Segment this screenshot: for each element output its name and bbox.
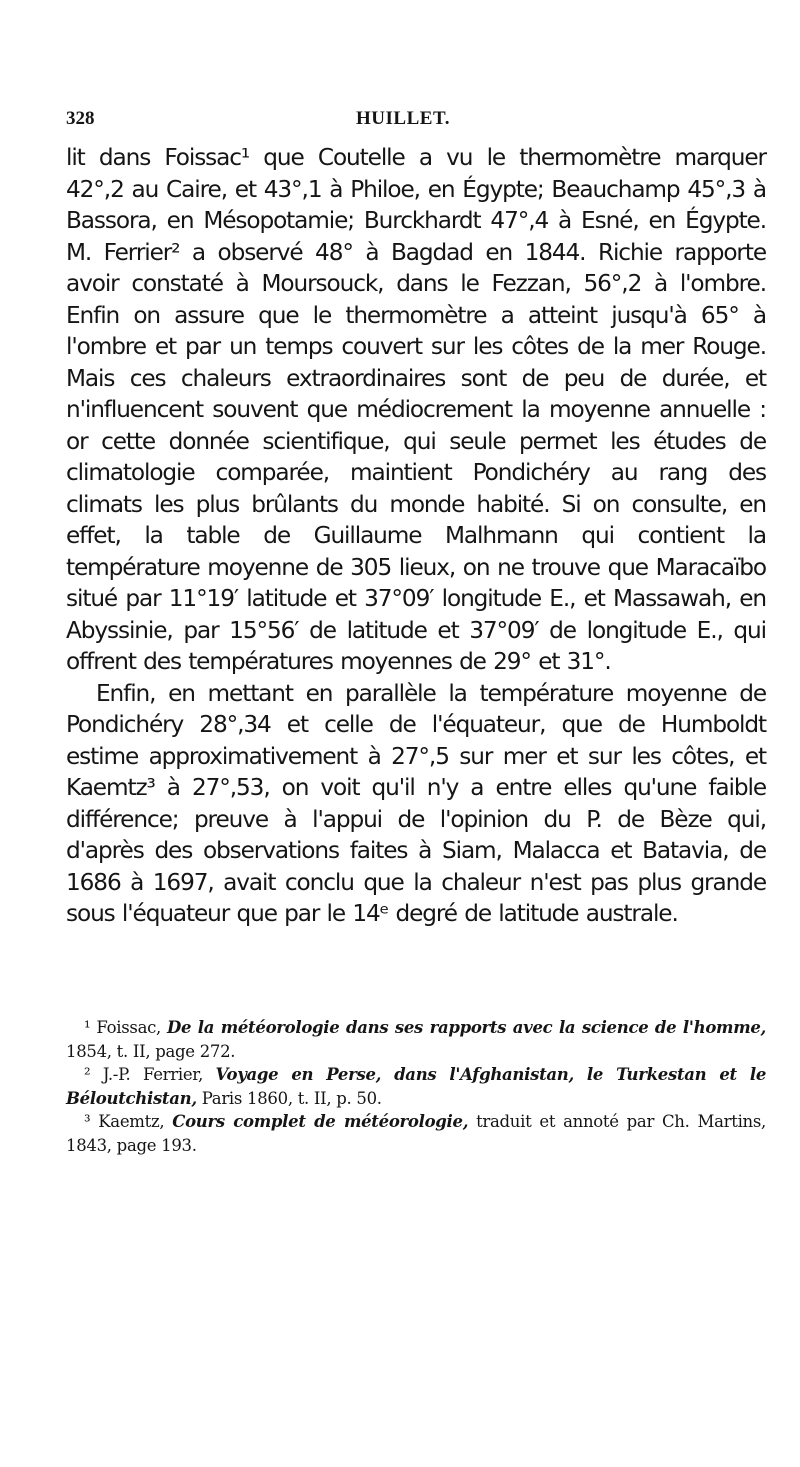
footnote-details: traduit et annoté par Ch. Martins, 1843, page 193.: [66, 1112, 766, 1155]
footnotes: [66, 1016, 766, 1157]
footnote-1: [66, 1016, 766, 1063]
page-number: 328: [66, 108, 95, 129]
footnote-3: [66, 1110, 766, 1157]
paragraph-2: Enfin, en mettant en parallèle la température moyenne de Pondichéry 28°,34 et celle de l'équateur, que de Humboldt estime approximativement à 27°,5 sur mer et sur les côtes, et Kaemtz³ à 27°,53, on voit qu'il n'y a entre elles qu'une faible différence; preuve à l'appui de l'opinion du P. de Bèze qui, d'après des observations faites à Siam, Malacca et Batavia, de 1686 à 1697, avait conclu que la chaleur n'est pas plus grande sous l'équateur que par le 14ᵉ degré de latitude australe.: [66, 679, 766, 927]
footnote-details: 1854, t. II, page 272.: [66, 1041, 236, 1061]
footnote-2: [66, 1063, 766, 1110]
footnote-title: De la météorologie dans ses rapports avec la science de l'homme,: [167, 1018, 766, 1037]
footnote-title: Voyage en Perse, dans l'Afghanistan, le Turkestan et le Béloutchistan,: [66, 1065, 767, 1108]
paragraph-1: lit dans Foissac¹ que Coutelle a vu le thermomètre marquer 42°,2 au Caire, et 43°,1 à Philoe, en Égypte; Beauchamp 45°,3 à Bassora, en Mésopotamie; Burckhardt 47°,4 à Esné, en Égypte. M. Ferrier² a observé 48° à Bagdad en 1844. Richie rapporte avoir constaté à Moursouck, dans le Fezzan, 56°,2 à l'ombre. Enfin on assure que le thermomètre a atteint jusqu'à 65° à l'ombre et par un temps couvert sur les côtes de la mer Rouge. Mais ces chaleurs extraordinaires sont de peu de durée, et n'influencent souvent que médiocrement la moyenne annuelle : or cette donnée scientifique, qui seule permet les études de climatologie comparée, maintient Pondichéry au rang des climats les plus brûlants du monde habité. Si on consulte, en effet, la table de Guillaume Malhmann qui contient la température moyenne de 305 lieux, on ne trouve que Maracaïbo situé par 11°19′ latitude et 37°09′ longitude E., et Massawah, en Abyssinie, par 15°56′ de latitude et 37°09′ de longitude E., qui offrent des températures moyennes de 29° et 31°.: [66, 144, 766, 675]
footnote-marker: ¹: [84, 1018, 91, 1037]
footnote-author: J.-P. Ferrier,: [102, 1065, 204, 1084]
footnote-marker: ²: [84, 1065, 91, 1084]
footnote-details: Paris 1860, t. II, p. 50.: [201, 1088, 382, 1108]
footnote-title: Cours complet de météorologie,: [172, 1112, 469, 1131]
footnote-author: Kaemtz,: [98, 1112, 165, 1131]
footnote-marker: ³: [84, 1112, 91, 1131]
page-header: [66, 108, 760, 138]
running-title: HUILLET.: [356, 108, 450, 129]
footnote-author: Foissac,: [96, 1018, 161, 1037]
main-text: [66, 142, 766, 930]
